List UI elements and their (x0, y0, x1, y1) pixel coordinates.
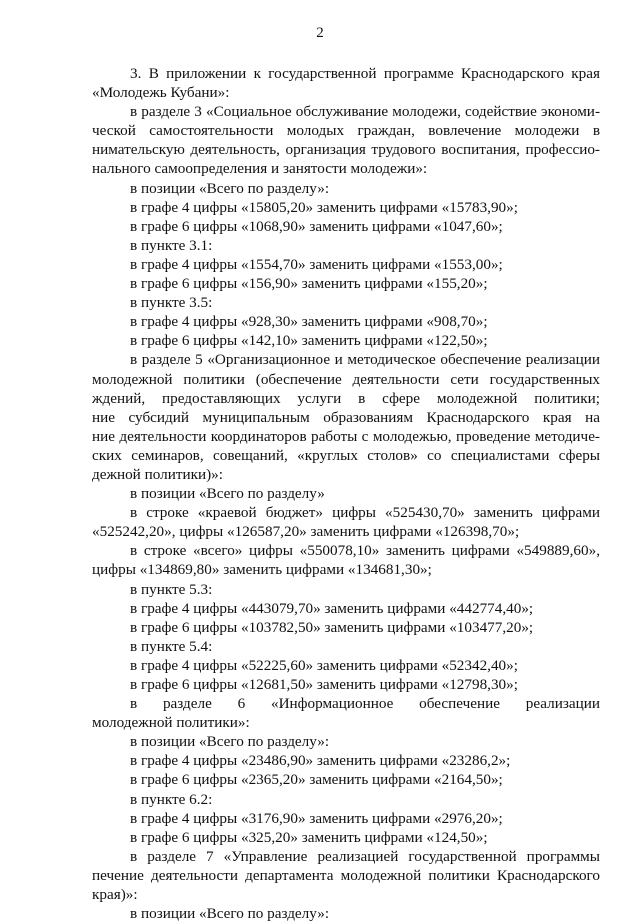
document-line: в строке «краевой бюджет» цифры «525430,70» заменить цифрами (130, 504, 600, 522)
document-line: края)»: (92, 886, 138, 904)
document-line: в пункте 3.5: (130, 294, 213, 312)
document-line: в графе 4 цифры «443079,70» заменить цифрами «442774,40»; (130, 599, 534, 617)
document-line: в графе 6 цифры «1068,90» заменить цифрами «1047,60»; (130, 217, 503, 235)
document-line: цифры «134869,80» заменить цифрами «134681,30»; (92, 561, 432, 579)
document-line: в пункте 6.2: (130, 790, 213, 808)
document-line: молодежной политики»: (92, 714, 250, 732)
document-line: в разделе 7 «Управление реализацией государственной программы (130, 847, 600, 865)
document-line: в графе 6 цифры «103782,50» заменить цифрами «103477,20»; (130, 618, 534, 636)
document-line: ческой самостоятельности молодых граждан, вовлечение молодежи в (92, 122, 600, 140)
document-line: в позиции «Всего по разделу»: (130, 733, 330, 751)
document-line: ских семинаров, совещаний, «круглых столов» со специалистами сферы (92, 446, 600, 464)
document-line: в графе 4 цифры «3176,90» заменить цифрами «2976,20»; (130, 809, 503, 827)
document-line: в позиции «Всего по разделу» (130, 485, 325, 503)
document-line: нального самоопределения и занятости молодежи»: (92, 160, 428, 178)
document-line: в графе 4 цифры «23486,90» заменить цифрами «23286,2»; (130, 752, 511, 770)
document-line: в графе 6 цифры «142,10» заменить цифрами «122,50»; (130, 332, 488, 350)
document-line: ние субсидий муниципальным образованиям Краснодарского края на (92, 408, 600, 426)
document-line: в графе 4 цифры «928,30» заменить цифрами «908,70»; (130, 313, 488, 331)
document-line: ждений, предоставляющих услуги в сфере молодежной политики; (92, 389, 600, 407)
document-line: в графе 6 цифры «325,20» заменить цифрами «124,50»; (130, 828, 488, 846)
document-line: в разделе 6 «Информационное обеспечение реализации (130, 695, 600, 713)
document-line: «525242,20», цифры «126587,20» заменить цифрами «126398,70»; (92, 523, 520, 541)
document-line: нимательскую деятельность, организация трудового воспитания, профессио- (92, 141, 600, 159)
document-line: в позиции «Всего по разделу»: (130, 179, 330, 197)
document-line: 3. В приложении к государственной программе Краснодарского края (130, 65, 600, 82)
document-line: ние деятельности координаторов работы с молодежью, проведение методиче- (92, 427, 600, 445)
document-line: в разделе 3 «Социальное обслуживание молодежи, содействие экономи- (130, 103, 600, 121)
document-line: в графе 4 цифры «15805,20» заменить цифрами «15783,90»; (130, 198, 518, 216)
document-line: в графе 4 цифры «52225,60» заменить цифрами «52342,40»; (130, 656, 518, 674)
document-body (92, 64, 600, 923)
document-line: в позиции «Всего по разделу»: (130, 905, 330, 923)
document-line: в пункте 3.1: (130, 236, 213, 254)
document-line: молодежной политики (обеспечение деятельности сети государственных (92, 370, 600, 388)
document-line: в пункте 5.4: (130, 637, 213, 655)
page-number: 2 (316, 25, 324, 41)
document-line: в графе 6 цифры «156,90» заменить цифрами «155,20»; (130, 275, 488, 293)
document-line: в разделе 5 «Организационное и методическое обеспечение реализации (130, 351, 600, 369)
document-line: в пункте 5.3: (130, 580, 213, 598)
document-line: в графе 6 цифры «12681,50» заменить цифрами «12798,30»; (130, 676, 518, 693)
document-line: в графе 4 цифры «1554,70» заменить цифрами «1553,00»; (130, 255, 503, 273)
document-line: «Молодежь Кубани»: (92, 84, 230, 102)
document-line: в строке «всего» цифры «550078,10» заменить цифрами «549889,60», (130, 542, 600, 560)
document-line: в графе 6 цифры «2365,20» заменить цифрами «2164,50»; (130, 771, 503, 789)
document-line: печение деятельности департамента молодежной политики Краснодарского (92, 866, 600, 884)
document-line: дежной политики)»: (92, 465, 223, 483)
